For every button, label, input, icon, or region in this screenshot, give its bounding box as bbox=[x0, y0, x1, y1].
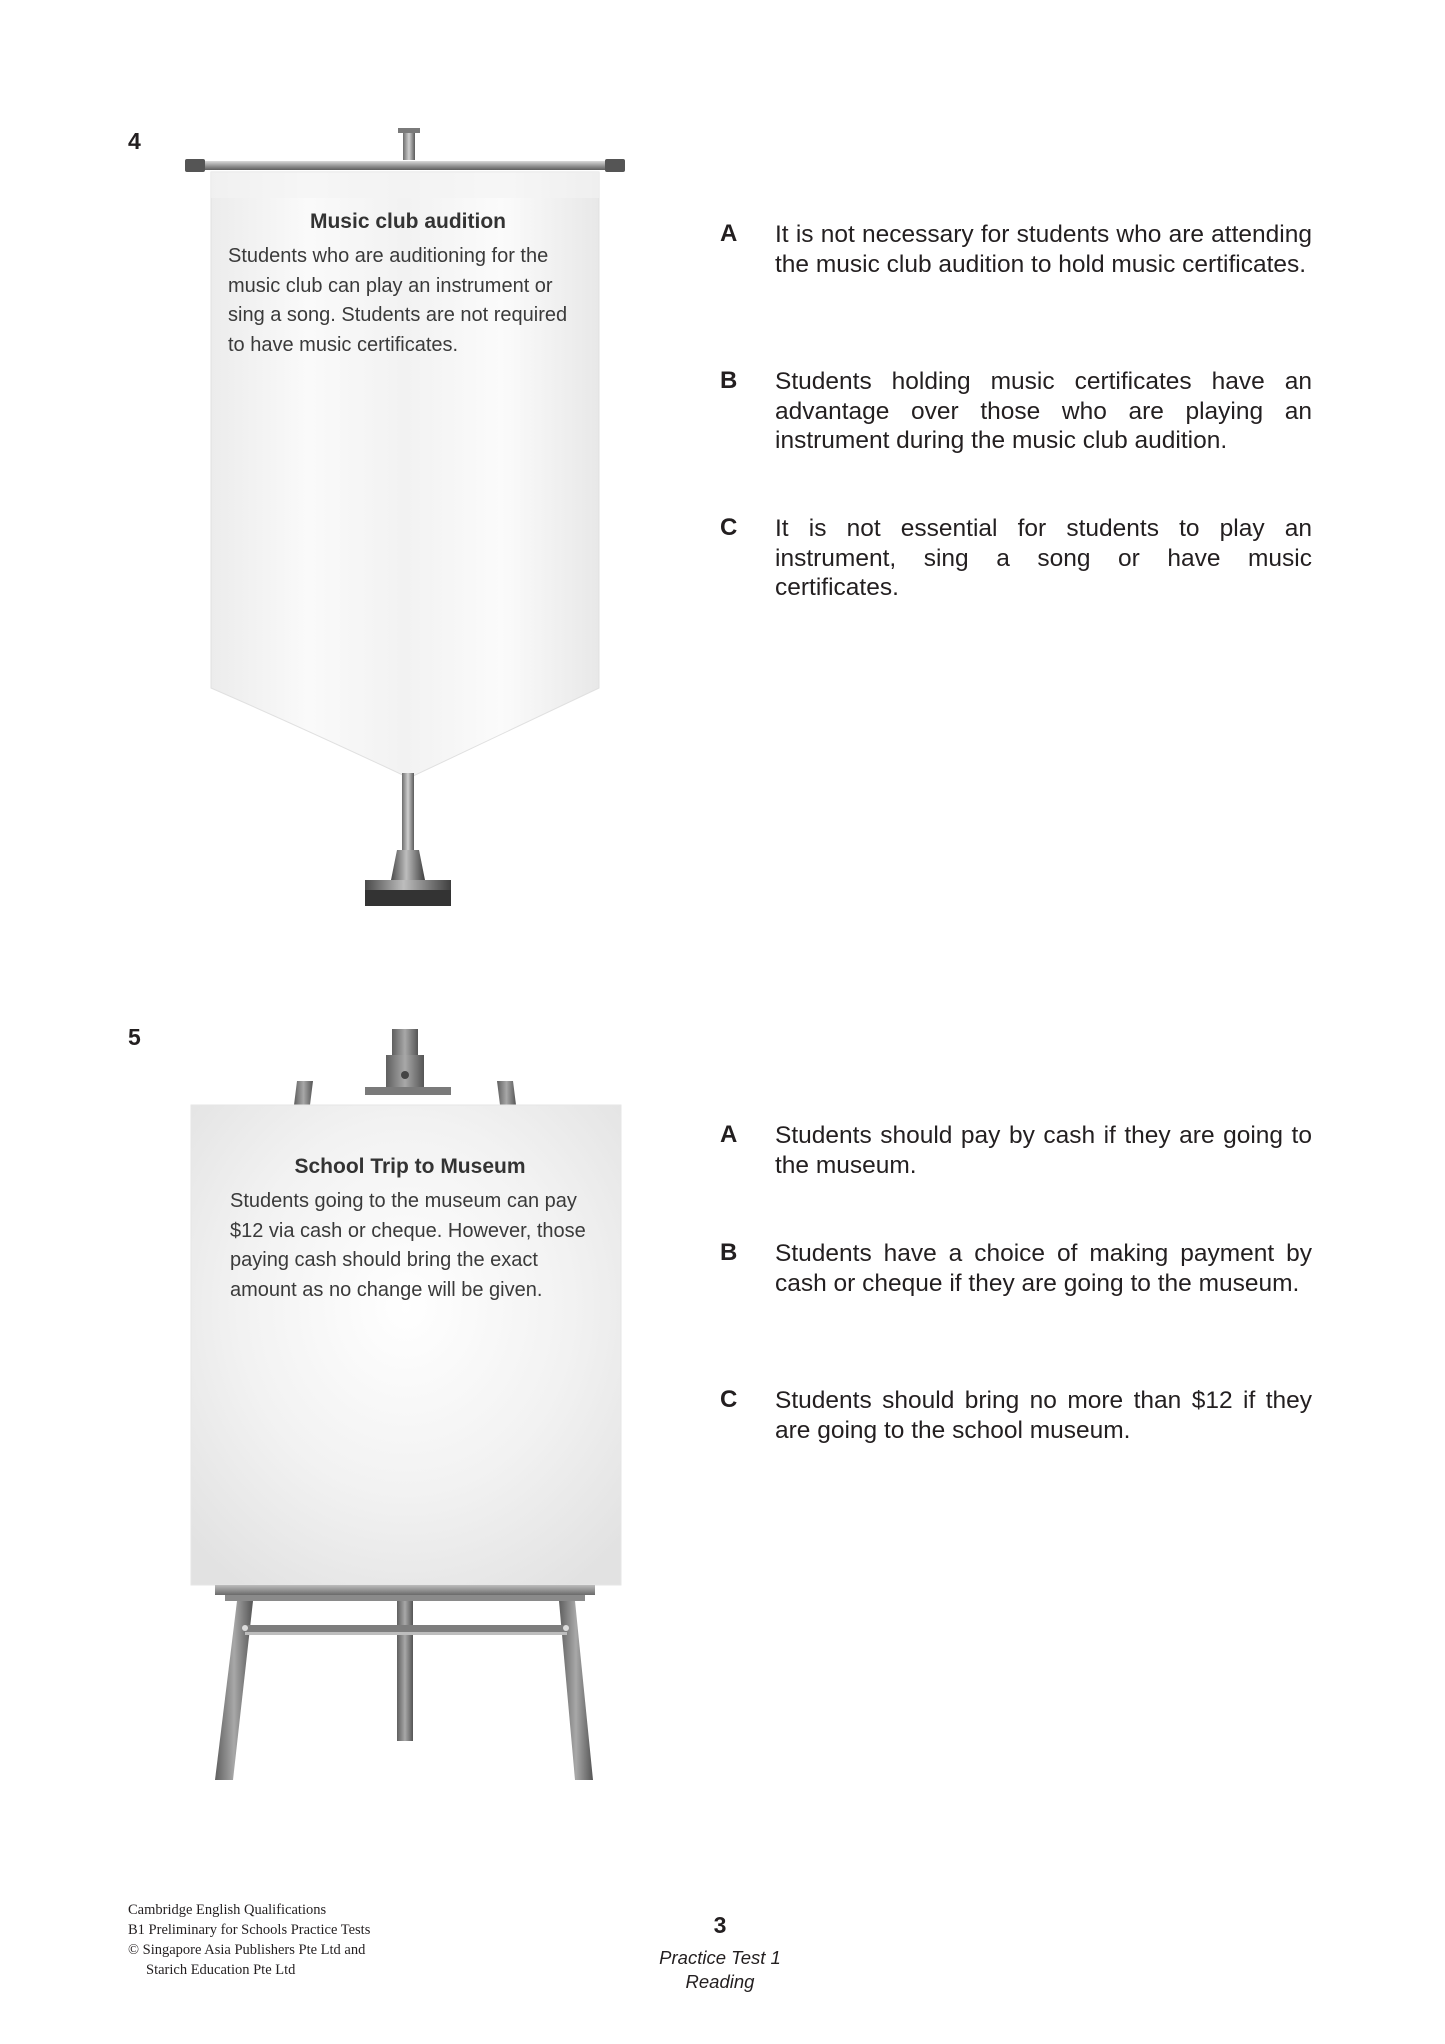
option-text: It is not necessary for students who are attending the music club audition to hold music certificates. bbox=[775, 221, 1312, 278]
footer-line: Starich Education Pte Ltd bbox=[146, 1962, 296, 1978]
notice-title: School Trip to Museum bbox=[294, 1155, 526, 1178]
footer-copyright bbox=[128, 1900, 548, 1980]
board-notice bbox=[230, 1155, 590, 1305]
option-text: Students have a choice of making payment by cash or cheque if they are going to the museum. bbox=[775, 1240, 1312, 1297]
option-letter: B bbox=[720, 1239, 738, 1266]
footer-line: B1 Preliminary for Schools Practice Tests bbox=[128, 1922, 371, 1938]
option-a[interactable] bbox=[720, 220, 1312, 279]
question-number: 4 bbox=[128, 128, 141, 154]
footer-test-name: Practice Test 1 bbox=[659, 1947, 781, 1968]
notice-body: Students going to the museum can pay $12 via cash or cheque. However, those paying cash should bring the exact amount as no change will be given. bbox=[230, 1190, 586, 1301]
footer-section: Reading bbox=[685, 1971, 755, 1992]
option-a[interactable] bbox=[720, 1121, 1312, 1180]
question-number: 5 bbox=[128, 1024, 141, 1050]
option-letter: B bbox=[720, 367, 738, 394]
option-b[interactable] bbox=[720, 1239, 1312, 1298]
easel-board-illustration bbox=[185, 1025, 625, 1785]
option-text: It is not essential for students to play an instrument, sing a song or have music certificates. bbox=[775, 515, 1312, 601]
option-text: Students should pay by cash if they are going to the museum. bbox=[775, 1122, 1312, 1179]
option-letter: C bbox=[720, 1386, 738, 1413]
option-letter: A bbox=[720, 1121, 738, 1148]
option-b[interactable] bbox=[720, 367, 1312, 456]
footer-line: Cambridge English Qualifications bbox=[128, 1902, 327, 1918]
option-c[interactable] bbox=[720, 514, 1312, 603]
footer-test-info bbox=[620, 1946, 820, 1994]
page-number: 3 bbox=[713, 1912, 727, 1938]
banner-notice bbox=[228, 210, 588, 360]
option-text: Students should bring no more than $12 if they are going to the school museum. bbox=[775, 1387, 1312, 1444]
option-c[interactable] bbox=[720, 1386, 1312, 1445]
option-text: Students holding music certificates have an advantage over those who are playing an instrument during the music club audition. bbox=[775, 368, 1312, 454]
footer-line: © Singapore Asia Publishers Pte Ltd and bbox=[128, 1942, 366, 1958]
notice-title: Music club audition bbox=[309, 210, 506, 233]
option-letter: A bbox=[720, 220, 738, 247]
notice-body: Students who are auditioning for the music club can play an instrument or sing a song. Students are not required to have music certificates. bbox=[228, 245, 568, 356]
option-letter: C bbox=[720, 514, 738, 541]
